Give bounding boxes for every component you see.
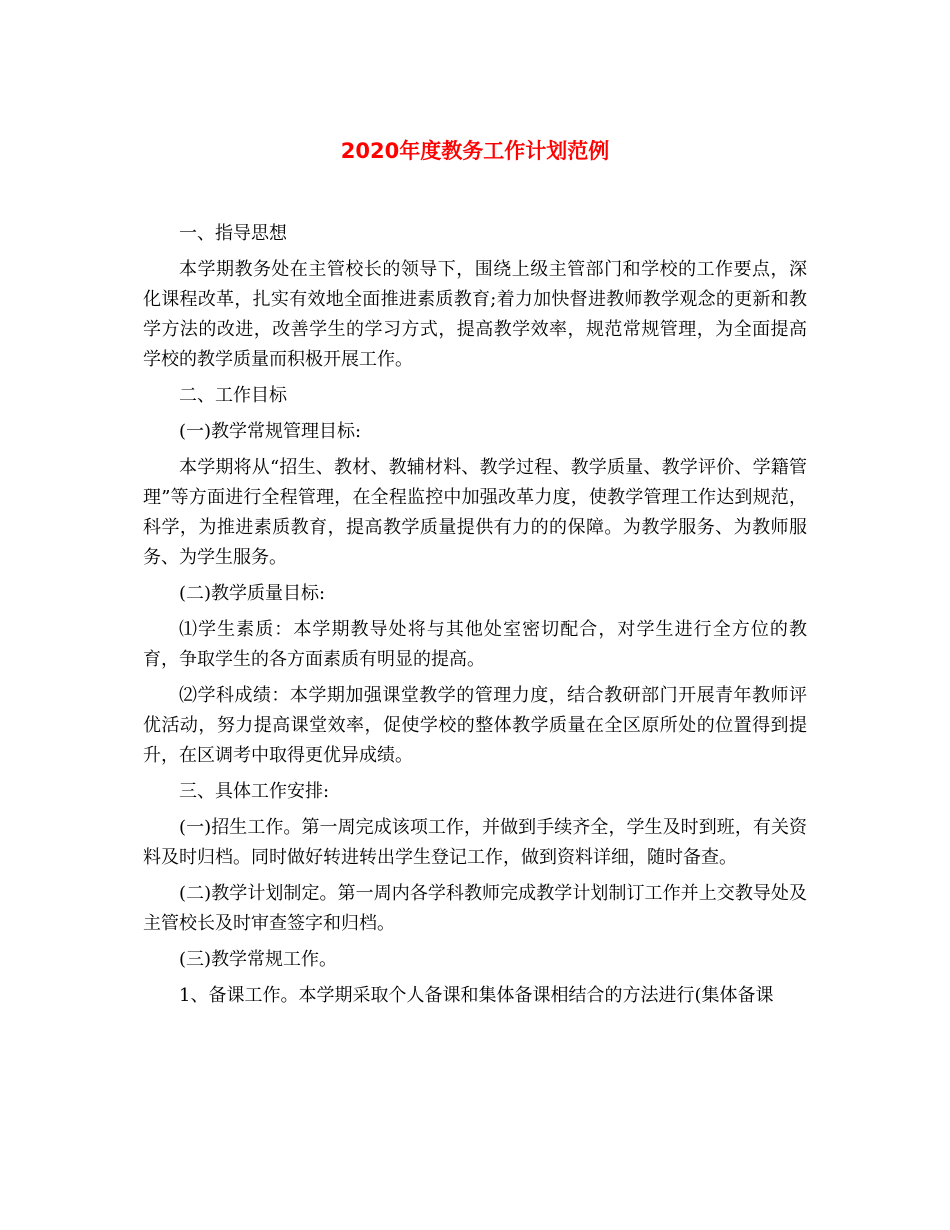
section-heading-work-goals: 二、工作目标 <box>179 385 287 406</box>
subheading-routine-work: (三)教学常规工作。 <box>179 949 338 970</box>
section-heading-guiding-thought: 一、指导思想 <box>179 223 287 244</box>
subheading-routine-management: (一)教学常规管理目标: <box>179 421 362 442</box>
paragraph-enrollment: (一)招生工作。第一周完成该项工作，并做到手续齐全，学生及时到班，有关资料及时归档。同时做好转进转出学生登记工作，做到资料详细，随时备查。 <box>143 817 807 868</box>
paragraph-lesson-prep: 1、备课工作。本学期采取个人备课和集体备课相结合的方法进行(集体备课 <box>179 985 774 1006</box>
subheading-quality-goals: (二)教学质量目标: <box>179 583 326 604</box>
paragraph-teaching-plan: (二)教学计划制定。第一周内各学科教师完成教学计划制订工作并上交教导处及主管校长及时审查签字和归档。 <box>143 883 807 934</box>
document-title: 2020年度教务工作计划范例 <box>340 139 610 163</box>
paragraph-guiding-thought: 本学期教务处在主管校长的领导下，围绕上级主管部门和学校的工作要点，深化课程改革，扎实有效地全面推进素质教育;着力加快督进教师教学观念的更新和教学方法的改进，改善学生的学习方式，提高教学效率，规范常规管理，为全面提高学校的教学质量而积极开展工作。 <box>143 259 807 370</box>
paragraph-routine-management: 本学期将从“招生、教材、教辅材料、教学过程、教学质量、教学评价、学籍管理”等方面进行全程管理，在全程监控中加强改革力度，使教学管理工作达到规范，科学，为推进素质教育，提高教学质量提供有力的的保障。为教学服务、为教师服务、为学生服务。 <box>143 457 807 568</box>
document-body <box>143 219 807 1017</box>
paragraph-subject-scores: ⑵学科成绩：本学期加强课堂教学的管理力度，结合教研部门开展青年教师评优活动，努力提高课堂效率，促使学校的整体教学质量在全区原所处的位置得到提升，在区调考中取得更优异成绩。 <box>143 685 807 766</box>
paragraph-student-quality: ⑴学生素质：本学期教导处将与其他处室密切配合，对学生进行全方位的教育，争取学生的各方面素质有明显的提高。 <box>143 619 807 670</box>
section-heading-arrangements: 三、具体工作安排: <box>179 781 330 802</box>
